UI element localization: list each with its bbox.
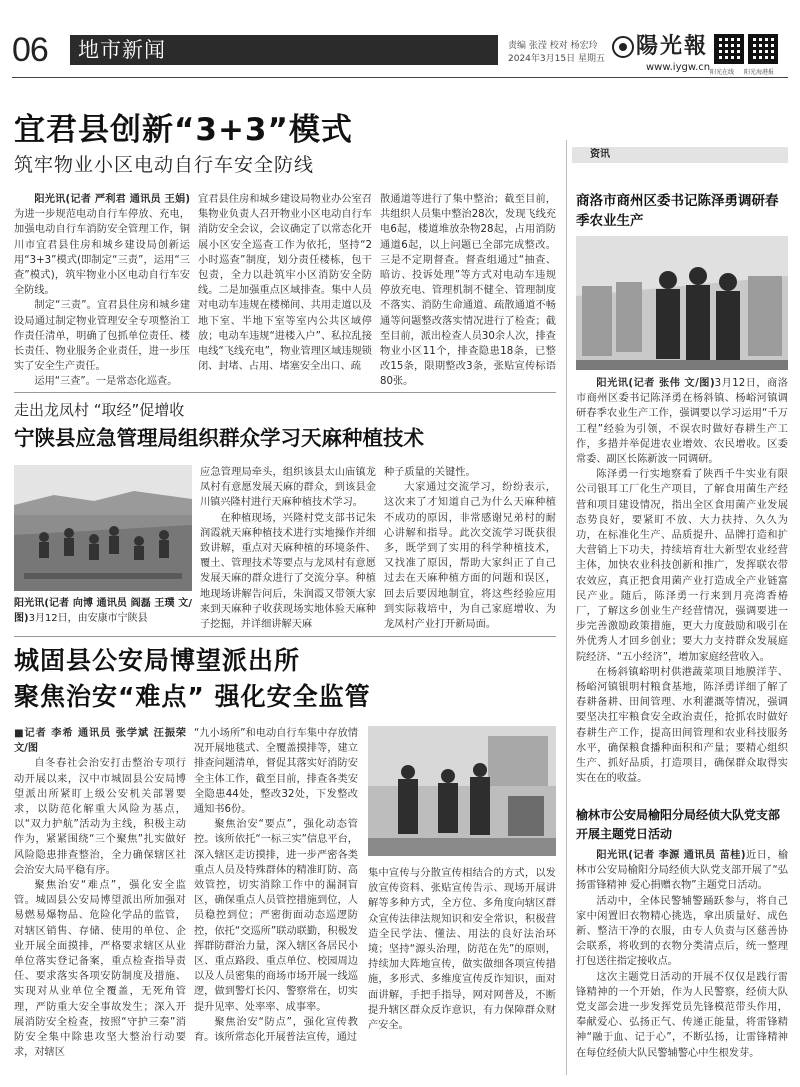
lead-column-3: 散通道等进行了集中整治；截至目前，共组织人员集中整治28次，发现飞线充电6起，楼道堆放杂物28起，占用消防通道6起，以上问题已全部完成整改。三是不定期督查。督查组通过“抽查、暗访、投诉处理”等方式对电动车违规停放充电、管理机制不健全、管理制度不落实、消防生命通道、疏散通道不畅通等问题整改落实情况进行了检查；截至目前，派出检查人员30余人次，排查物业小区11个，排查隐患18条，已整改15条，限期整改3条，张贴宣传标语80张。 bbox=[380, 194, 556, 388]
story3-column-1: ■记者 李希 通讯员 张学斌 汪振荣 文/图 自冬春社会治安打击整治专项行动开展以来，汉中市城固县公安局博望派出所紧盯上级公安机关部署要求，以防范化解重大风险为基点，以“双力护航”活动为主线，积极主动作为，紧紧围绕“三个聚焦”扎实做好风险隐患排查整治，全力确保辖区社会治安大局平稳有序。 聚焦治安“难点”，强化安全监管。城固县公安局博望派出所加强对易燃易爆物品、危险化学品的监管，对辖区销售、存储、使用的单位、企业开展全面摸排，严格要求辖区从业单位落实登记备案，重点检查指导责任、要求落实各项安防制度及措施、实现对从业单位全覆盖，无死角管理，严防重大安全事故发生；深入开展消防安全检查，按照“守护三秦”消防安全集中除患攻坚大整治行动要求，对辖区 bbox=[14, 728, 186, 1059]
page-number: 06 bbox=[12, 31, 48, 69]
sidebar-story1-body: 阳光讯(记者 张伟 文/图)3月12日，商洛市商州区委书记陈泽勇在杨斜镇、杨峪河镇调研春季农业生产工作，强调要以学习运用“千万工程”经验为引领，不误农时做好春耕生产工作，多措并举促进农业增效、农民增收。区委常委、副区长陈新波一同调研。 陈泽勇一行实地察看了陕西千牛实业有限公司银耳工厂化生产项目，了解食用菌生产经营和项目建设情况，指出全区食用菌产业发展态势良好，要紧盯不放、大力扶持、久久为功，在标准化生产、品质提升、品牌打造和扩大营销上下功夫，持续培育壮大新型农业经营主体，加快农业科技创新和推广，发挥联农带农效应，真正把食用菌产业打造成全产业链富民产业。随后，陈泽勇一行来到月亮湾香椿厂，了解这乡创业生产经营情况，强调要进一步完善激励政策措施，更大力度鼓励和吸引在外优秀人才回乡创业；要大力支持群众发展庭院经济、“五小经济”，增加家庭经营收入。 在杨斜镇峪明村供港蔬菜项目地膜洋芋、杨峪河镇银明村粮食基地，陈泽勇详细了解了春耕备耕、田间管理、水利灌溉等情况，强调要坚决扛牢粮食安全政治责任，抢抓农时做好春耕生产工作，提高田间管理和农业科技服务水平，确保粮食播种面积和产量；要精心组织生产、抓好品质，打造项目，确保群众取得实实在在的收益。 bbox=[576, 378, 788, 785]
lead-column-1: 阳光讯(记者 严利君 通讯员 王娟)为进一步规范电动自行车停放、充电，加强电动自行车消防安全管理工作，铜川市宜君县住房和城乡建设局创新运用“3+3”模式(即制定“三责”，运用“三查”模式)，筑牢物业小区电动自行车安全防线。 制定“三责”。宜君县住房和城乡建设局通过制定物业管理安全专项整治工作责任清单，明确了包抓单位责任、楼长责任、物业服务企业责任，进一步压实了安全生产责任。 运用“三查”。一是常态化巡查。 bbox=[14, 194, 190, 388]
story2-headline: 宁陕县应急管理局组织群众学习天麻种植技术 bbox=[14, 426, 424, 450]
tianma-planting-photo bbox=[14, 465, 192, 591]
story2-caption: 阳光讯(记者 向博 通讯员 阎磊 王璞 文/图)3月12日，由安康市宁陕县 bbox=[14, 598, 192, 624]
newspaper-logo: 陽光報 bbox=[636, 33, 709, 59]
header-rule bbox=[12, 77, 788, 78]
editors-credit: 责编 张滢 校对 杨宏玲 bbox=[508, 41, 598, 51]
divider bbox=[14, 636, 556, 637]
sidebar-story1-headline: 商洛市商州区委书记陈泽勇调研春季农业生产 bbox=[576, 193, 779, 229]
qr-code-icon bbox=[714, 34, 744, 64]
divider bbox=[14, 392, 556, 393]
story3-byline: ■记者 李希 通讯员 张学斌 汪振荣 文/图 bbox=[14, 728, 186, 755]
story3-column-3: 集中宣传与分散宣传相结合的方式，以发放宣传资料、张贴宣传告示、现场开展讲解等多种方式，全方位、多角度向辖区群众宣传法律法规知识和安全常识，积极营造全民学法、懂法、用法的良好法治环境；坚持“源头治理，防范在先”的原则，持续加大阵地宣传，做实做细各项宣传措施，多形式、多维度宣传反诈知识，面对面讲解，手把手指导，网对网普及，不断提升辖区群众反诈意识，有力保障群众财产安全。 bbox=[368, 868, 556, 1032]
lead-subhead: 筑牢物业小区电动自行车安全防线 bbox=[14, 154, 315, 176]
site-url[interactable]: www.iygw.cn bbox=[646, 62, 711, 73]
lead-headline: 宜君县创新“3+3”模式 bbox=[14, 112, 353, 148]
qr-label: 阳光在线 bbox=[710, 69, 735, 76]
story3-headline-line1: 城固县公安局博望派出所 bbox=[14, 646, 301, 675]
story3-headline-line2: 聚焦治安“难点” 强化安全监管 bbox=[14, 682, 371, 711]
news-brief-label: 资讯 bbox=[590, 149, 610, 160]
sun-logo-icon bbox=[612, 36, 634, 58]
story2-column-2: 应急管理局牵头，组织该县太山庙镇龙凤村有意愿发展天麻的群众，到该县金川镇兴隆村进行天麻种植技术学习。 在种植现场，兴隆村党支部书记朱润霞就天麻种植技术进行实地操作并细致讲解，重点对天麻种植的环境条件、覆土、管理技术等要点与龙凤村有意愿发展天麻的群众进行了交流分享。种植地现场讲解告问后，朱润霞又带领大家来到天麻种子收获现场实地体验天麻种子挖掘，并详细讲解天麻 bbox=[200, 467, 376, 631]
story2-kicker: 走出龙凤村 “取经”促增收 bbox=[14, 401, 185, 419]
qr-label: 阳光海港报 bbox=[744, 69, 775, 76]
sidebar-story2-byline: 阳光讯(记者 李源 通讯员 苗桂) bbox=[596, 850, 746, 861]
chen-zeyong-photo bbox=[576, 236, 788, 370]
police-inspection-photo bbox=[368, 726, 556, 856]
publish-date: 2024年3月15日 星期五 bbox=[508, 54, 605, 64]
story3-column-2: “九小场所”和电动自行车集中存放情况开展地毯式、全覆盖摸排等，建立排查问题清单，督促其落实好消防安全主体工作，截至目前，排查各类安全隐患44处，整改32处，下发整改通知书6份。 聚焦治安“要点”，强化动态管控。该所依托“一标三实”信息平台，深入辖区走访摸排，进一步严密各类重点人员及特殊群体的精准盯防、高效管控，切实消除工作中的漏洞盲区，确保重点人员管控措施到位，人员稳控到位；严密街面动态巡逻防控，依托“交巡所”联动联勤，积极发挥群防群治力量，深入辖区各居民小区、重点路段、重点单位、校园周边以及人员密集的商场市场开展一线巡逻，做到警灯长闪、警察常在，切实提升见率、处率率、成事率。 聚焦治安“防点”，强化宣传教育。该所常态化开展普法宣传，通过 bbox=[194, 728, 358, 1044]
lead-byline: 阳光讯(记者 严利君 通讯员 王娟) bbox=[34, 194, 190, 205]
sidebar-story1-byline: 阳光讯(记者 张伟 文/图) bbox=[596, 378, 715, 389]
section-title: 地市新闻 bbox=[78, 38, 166, 62]
qr-code-icon bbox=[748, 34, 778, 64]
sidebar-story2-headline: 榆林市公安局榆阳分局经侦大队党支部开展主题党日活动 bbox=[576, 808, 781, 841]
story2-column-3: 种子质量的关键性。 大家通过交流学习，纷纷表示，这次来了才知道自己为什么天麻种植不成功的原因，非常感谢兄弟村的耐心讲解和指导。此次交流学习既获很多，既学到了实用的科学种植技术，又找准了原因，帮助大家纠正了自己过去在天麻种植方面的问题和误区，回去后要因地制宜，将这些经验应用到实际栽培中，为自己家庭增收、为龙凤村产业打开新局面。 bbox=[384, 467, 556, 631]
column-rule bbox=[566, 140, 567, 1075]
lead-column-2: 宜君县住房和城乡建设局物业办公室召集物业负责人召开物业小区电动自行车消防安全会议，会议确定了以常态化开展小区安全巡查工作为依托，坚持“2小时巡查”制度，划分责任楼栋，包干包责，全力以赴筑牢小区消防安全防线。二是加强重点区域排查。集中人员对电动车违规在楼梯间、共用走道以及地下室、半地下室等室内公共区域停放；电动车违规“进楼入户”、私拉乱接电线“飞线充电”，物业管理区域违规锁闭、封堵、占用、堵塞安全出口、疏 bbox=[198, 194, 372, 373]
sidebar-story2-body: 阳光讯(记者 李源 通讯员 苗桂)近日，榆林市公安局榆阳分局经侦大队党支部开展了“弘扬雷锋精神 爱心捐赠衣物”主题党日活动。 活动中，全体民警辅警踊跃参与，将自己家中闲置旧衣物精心挑选，拿出质量好、成色新、整洁干净的衣服，由专人负责与区慈善协会联系，将收到的衣物分类清点后，统一整理打包送往指定接收点。 这次主题党日活动的开展不仅仅是践行雷锋精神的一个开始，作为人民警察，经侦大队党支部会进一步发挥党员先锋模范带头作用，奉献爱心、弘扬正气、传递正能量，将雷锋精神“融于血、记于心”，不断弘扬，让雷锋精神在每位经侦大队民警辅警心中生根发芽。 bbox=[576, 850, 789, 1059]
